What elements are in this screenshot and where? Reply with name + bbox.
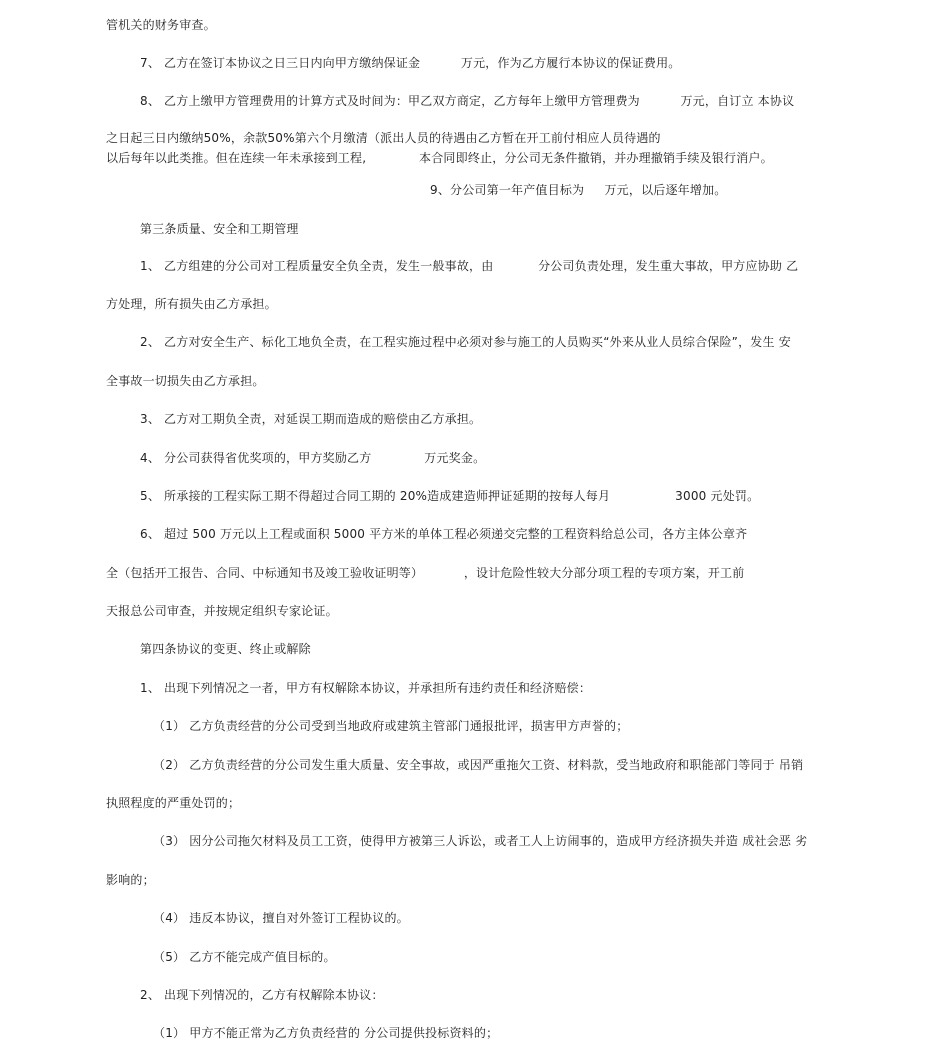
text-line: （1） 甲方不能正常为乙方负责经营的 分公司提供投标资料的；	[153, 1026, 499, 1040]
text-line: 1、 出现下列情况之一者，甲方有权解除本协议，并承担所有违约责任和经济赔偿：	[140, 681, 592, 695]
text-line: 方处理，所有损失由乙方承担。	[106, 297, 277, 311]
text-line: 之日起三日内缴纳50%，余款50%第六个月缴清（派出人员的待遇由乙方暂在开工前付相应人员待遇的	[106, 131, 661, 145]
text-line: （3） 因分公司拖欠材料及员工工资，使得甲方被第三人诉讼，或者工人上访闹事的，造成甲方经济损失并造 成社会恶 劣	[153, 834, 808, 848]
text-line: 全事故一切损失由乙方承担。	[106, 374, 265, 388]
text-line: （1） 乙方负责经营的分公司受到当地政府或建筑主管部门通报批评，损害甲方声誉的；	[153, 719, 629, 733]
text-line: 8、 乙方上缴甲方管理费用的计算方式及时间为：甲乙双方商定，乙方每年上缴甲方管理费为 万元，自订立 本协议	[140, 94, 795, 108]
text-line: （4） 违反本协议，擅自对外签订工程协议的。	[153, 911, 409, 925]
text-line: 3、 乙方对工期负全责，对延误工期而造成的赔偿由乙方承担。	[140, 412, 482, 426]
text-line: 以后每年以此类推。但在连续一年未承接到工程, 本合同即终止，分公司无条件撤销，并办理撤销手续及银行消户。	[106, 151, 773, 165]
text-line: 管机关的财务审查。	[106, 18, 216, 32]
text-line: 全（包括开工报告、合同、中标通知书及竣工验收证明等） ，设计危险性较大分部分项工程的专项方案，开工前	[106, 566, 745, 580]
section-heading: 第三条质量、安全和工期管理	[140, 222, 299, 236]
text-line: 1、 乙方组建的分公司对工程质量安全负全责，发生一般事故，由 分公司负责处理，发生重大事故，甲方应协助 乙	[140, 259, 799, 273]
text-line: 天报总公司审查，并按规定组织专家论证。	[106, 604, 338, 618]
text-line: 9、分公司第一年产值目标为 万元，以后逐年增加。	[430, 183, 727, 197]
text-line: （5） 乙方不能完成产值目标的。	[153, 950, 336, 964]
text-line: 6、 超过 500 万元以上工程或面积 5000 平方米的单体工程必须递交完整的工程资料给总公司，各方主体公章齐	[140, 527, 748, 541]
text-line: 4、 分公司获得省优奖项的，甲方奖励乙方 万元奖金。	[140, 451, 486, 465]
text-line: 7、 乙方在签订本协议之日三日内向甲方缴纳保证金 万元，作为乙方履行本协议的保证费用。	[140, 56, 681, 70]
text-line: 执照程度的严重处罚的；	[106, 796, 241, 810]
text-line: 5、 所承接的工程实际工期不得超过合同工期的 20%造成建造师押证延期的按每人每月 3000 元处罚。	[140, 489, 760, 503]
text-line: 2、 乙方对安全生产、标化工地负全责，在工程实施过程中必须对参与施工的人员购买“外来从业人员综合保险”，发生 安	[140, 335, 791, 349]
section-heading: 第四条协议的变更、终止或解除	[140, 642, 311, 656]
text-line: 影响的；	[106, 873, 155, 887]
text-line: （2） 乙方负责经营的分公司发生重大质量、安全事故，或因严重拖欠工资、材料款，受当地政府和职能部门等同于 吊销	[153, 758, 804, 772]
text-line: 2、 出现下列情况的，乙方有权解除本协议：	[140, 988, 384, 1002]
